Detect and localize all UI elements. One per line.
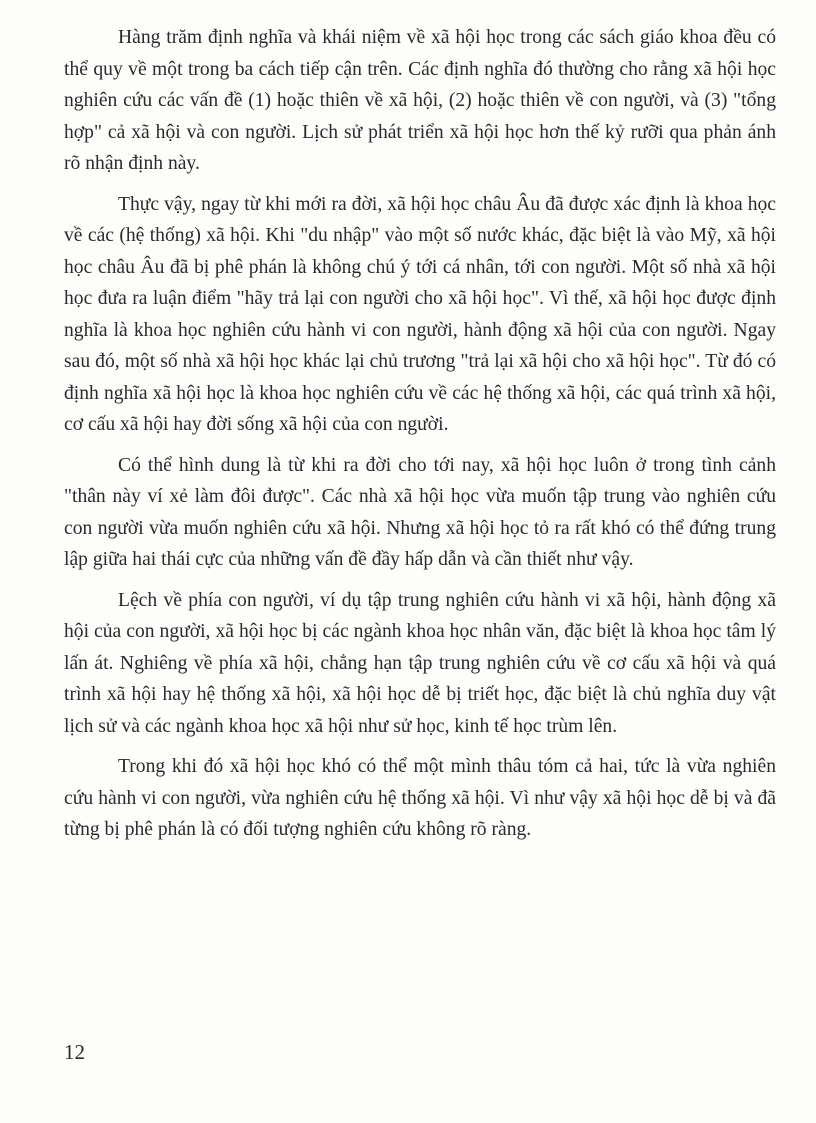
paragraph-5: Trong khi đó xã hội học khó có thể một mình thâu tóm cả hai, tức là vừa nghiên cứu hành vi con người, vừa nghiên cứu hệ thống xã hội. Vì như vậy xã hội học dễ bị và đã từng bị phê phán là có đối tượng nghiên cứu không rõ ràng.: [64, 756, 776, 840]
paragraph-1: Hàng trăm định nghĩa và khái niệm về xã hội học trong các sách giáo khoa đều có thể quy về một trong ba cách tiếp cận trên. Các định nghĩa đó thường cho rằng xã hội học nghiên cứu các vấn đề (1) hoặc thiên về xã hội, (2) hoặc thiên về con người, và (3) "tổng hợp" cả xã hội và con người. Lịch sử phát triển xã hội học hơn thế kỷ rưỡi qua phản ánh rõ nhận định này.: [64, 27, 776, 174]
page-number: 12: [64, 1040, 85, 1064]
body-text: [64, 22, 776, 855]
paragraph-2: Thực vậy, ngay từ khi mới ra đời, xã hội học châu Âu đã được xác định là khoa học về các (hệ thống) xã hội. Khi "du nhập" vào một số nước khác, đặc biệt là vào Mỹ, xã hội học châu Âu đã bị phê phán là không chú ý tới cá nhân, tới con người. Một số nhà xã hội học đưa ra luận điểm "hãy trả lại con người cho xã hội học". Vì thế, xã hội học được định nghĩa là khoa học nghiên cứu hành vi con người, hành động xã hội của con người. Ngay sau đó, một số nhà xã hội học khác lại chủ trương "trả lại xã hội cho xã hội học". Từ đó có định nghĩa xã hội học là khoa học nghiên cứu về các hệ thống xã hội, các quá trình xã hội, cơ cấu xã hội hay đời sống xã hội của con người.: [64, 193, 776, 435]
paragraph-4: Lệch về phía con người, ví dụ tập trung nghiên cứu hành vi xã hội, hành động xã hội của con người, xã hội học bị các ngành khoa học nhân văn, đặc biệt là khoa học tâm lý lấn át. Nghiêng về phía xã hội, chẳng hạn tập trung nghiên cứu về cơ cấu xã hội và quá trình xã hội hay hệ thống xã hội, xã hội học dễ bị triết học, đặc biệt là chủ nghĩa duy vật lịch sử và các ngành khoa học xã hội như sử học, kinh tế học trùm lên.: [64, 589, 776, 737]
paragraph-3: Có thể hình dung là từ khi ra đời cho tới nay, xã hội học luôn ở trong tình cảnh "thân này ví xẻ làm đôi được". Các nhà xã hội học vừa muốn tập trung vào nghiên cứu con người vừa muốn nghiên cứu xã hội. Nhưng xã hội học tỏ ra rất khó có thể đứng trung lập giữa hai thái cực của những vấn đề đầy hấp dẫn và cần thiết như vậy.: [64, 454, 776, 570]
